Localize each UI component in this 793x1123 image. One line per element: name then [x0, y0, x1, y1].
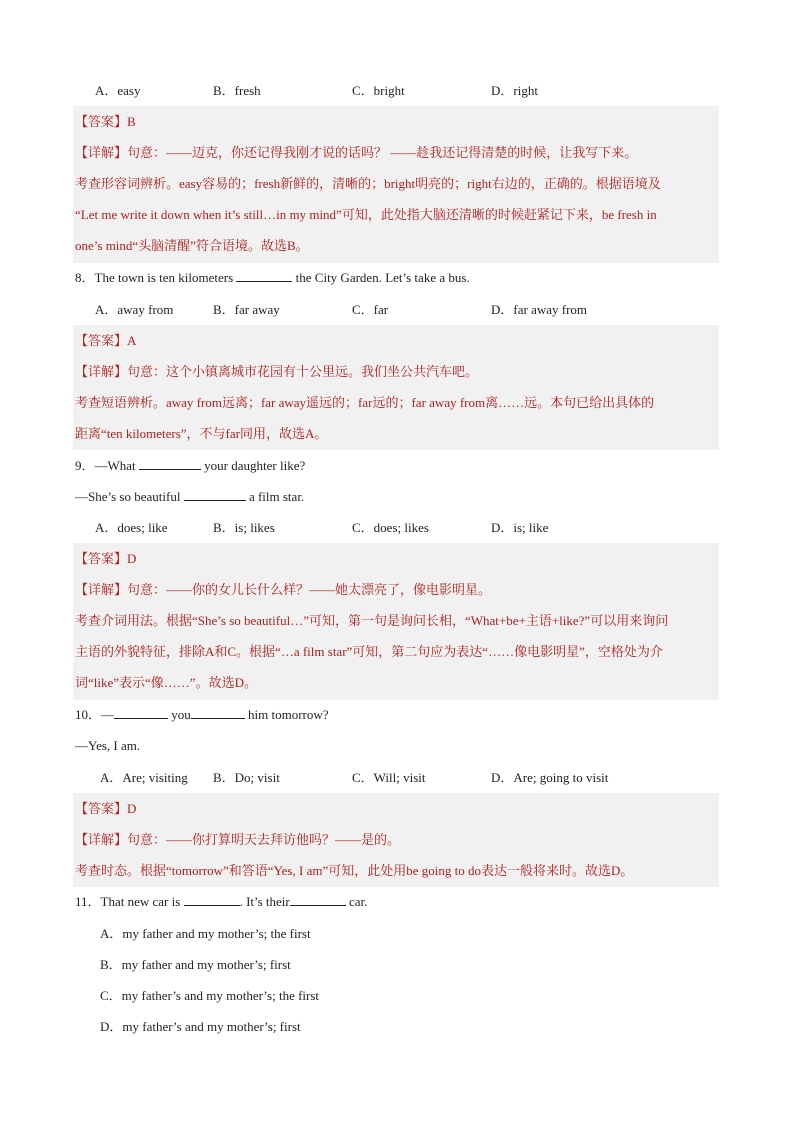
answer-blank [184, 893, 240, 906]
answer-value: D [127, 551, 137, 566]
answer-value: D [127, 801, 137, 816]
q9-answer [75, 549, 136, 569]
q10-stem-2: —Yes, I am. [75, 738, 141, 753]
stem-text: — [101, 707, 115, 722]
answer-blank [139, 457, 201, 470]
q7-option-a: A．easy [95, 83, 141, 98]
stem-text: The town is ten kilometers [94, 270, 237, 285]
stem-text: —She’s so beautiful [75, 489, 184, 504]
stem-text: you [168, 707, 191, 722]
q8-answer [75, 331, 136, 351]
q9-option-c: C．does; likes [352, 520, 429, 535]
stem-text: . It’s their [239, 894, 290, 909]
translation-text: 句意：——你打算明天去拜访他吗？——是的。 [127, 832, 401, 847]
answer-blank [290, 893, 346, 906]
answer-blank [114, 706, 168, 719]
q7-option-b: B．fresh [213, 83, 261, 98]
detail-tag: 【详解】 [75, 364, 128, 379]
q8-option-a: A．away from [95, 302, 174, 317]
detail-tag: 【详解】 [75, 582, 128, 597]
question-number: 9． [75, 458, 95, 473]
stem-text: a film star. [245, 489, 305, 504]
q8-explanation-2: 距离“ten kilometers”，不与far同用，故选A。 [75, 426, 328, 441]
q9-stem-2 [75, 487, 304, 507]
q9-explanation-2: 主语的外貌特征，排除A和C。根据“…a film star”可知，第二句应为表达“……像电影明星”，空格处为介 [75, 644, 663, 659]
q7-explanation-3: one’s mind“头脑清醒”符合语境。故选B。 [75, 238, 309, 253]
q9-option-a: A．does; like [95, 520, 168, 535]
q10-option-d: D．Are; going to visit [491, 770, 609, 785]
stem-text: That new car is [100, 894, 184, 909]
translation-text: 句意：这个小镇离城市花园有十公里远。我们坐公共汽车吧。 [127, 364, 479, 379]
q11-option-b: B．my father and my mother’s; first [100, 957, 291, 972]
q8-option-c: C．far [352, 302, 389, 317]
answer-tag: 【答案】 [75, 114, 128, 129]
stem-text: him tomorrow? [244, 707, 329, 722]
detail-tag: 【详解】 [75, 832, 128, 847]
q10-option-c: C．Will; visit [352, 770, 426, 785]
q7-option-c: C．bright [352, 83, 405, 98]
q7-answer [75, 112, 136, 132]
q8-option-b: B．far away [213, 302, 280, 317]
answer-blank [236, 269, 292, 282]
answer-value: A [127, 333, 137, 348]
q10-answer [75, 799, 136, 819]
q7-explanation-1: 考查形容词辨析。easy容易的；fresh新鲜的，清晰的；bright明亮的；right右边的，正确的。根据语境及 [75, 176, 661, 191]
stem-text: car. [345, 894, 368, 909]
stem-text: the City Garden. Let’s take a bus. [292, 270, 470, 285]
q10-explanation-1: 考查时态。根据“tomorrow”和答语“Yes, I am”可知，此处用be going to do表达一般将来时。故选D。 [75, 863, 634, 878]
q8-option-d: D．far away from [491, 302, 588, 317]
q7-detail [75, 143, 637, 163]
q11-stem [75, 892, 367, 912]
question-number: 10． [75, 707, 102, 722]
q8-detail [75, 362, 478, 382]
answer-tag: 【答案】 [75, 551, 128, 566]
q11-option-a: A．my father and my mother’s; the first [100, 926, 311, 941]
q10-stem-1 [75, 705, 329, 725]
q11-option-c: C．my father’s and my mother’s; the first [100, 988, 320, 1003]
q7-explanation-2: “Let me write it down when it’s still…in my mind”可知，此处指大脑还清晰的时候赶紧记下来，be fresh in [75, 207, 657, 222]
stem-text: —What [94, 458, 139, 473]
answer-value: B [127, 114, 136, 129]
q9-option-b: B．is; likes [213, 520, 275, 535]
q10-detail [75, 830, 400, 850]
detail-tag: 【详解】 [75, 145, 128, 160]
q7-option-d: D．right [491, 83, 538, 98]
q9-stem-1 [75, 456, 305, 476]
q8-stem [75, 268, 470, 288]
q10-option-b: B．Do; visit [213, 770, 280, 785]
q9-explanation-3: 词“like”表示“像……”。故选D。 [75, 675, 257, 690]
answer-tag: 【答案】 [75, 801, 128, 816]
answer-blank [184, 488, 246, 501]
question-number: 11． [75, 894, 101, 909]
answer-tag: 【答案】 [75, 333, 128, 348]
q10-option-a: A．Are; visiting [100, 770, 188, 785]
q8-explanation-1: 考查短语辨析。away from远离；far away遥远的；far远的；far away from离……远。本句已给出具体的 [75, 395, 655, 410]
stem-text: your daughter like? [200, 458, 306, 473]
q9-detail [75, 580, 491, 600]
translation-text: 句意：——你的女儿长什么样？——她太漂亮了，像电影明星。 [127, 582, 492, 597]
q9-option-d: D．is; like [491, 520, 549, 535]
q11-option-d: D．my father’s and my mother’s; first [100, 1019, 301, 1034]
q9-explanation-1: 考查介词用法。根据“She’s so beautiful…”可知，第一句是询问长相，“What+be+主语+like?”可以用来询问 [75, 613, 669, 628]
answer-blank [191, 706, 245, 719]
question-number: 8． [75, 270, 95, 285]
translation-text: 句意：——迈克，你还记得我刚才说的话吗？ ——趁我还记得清楚的时候，让我写下来。 [127, 145, 638, 160]
